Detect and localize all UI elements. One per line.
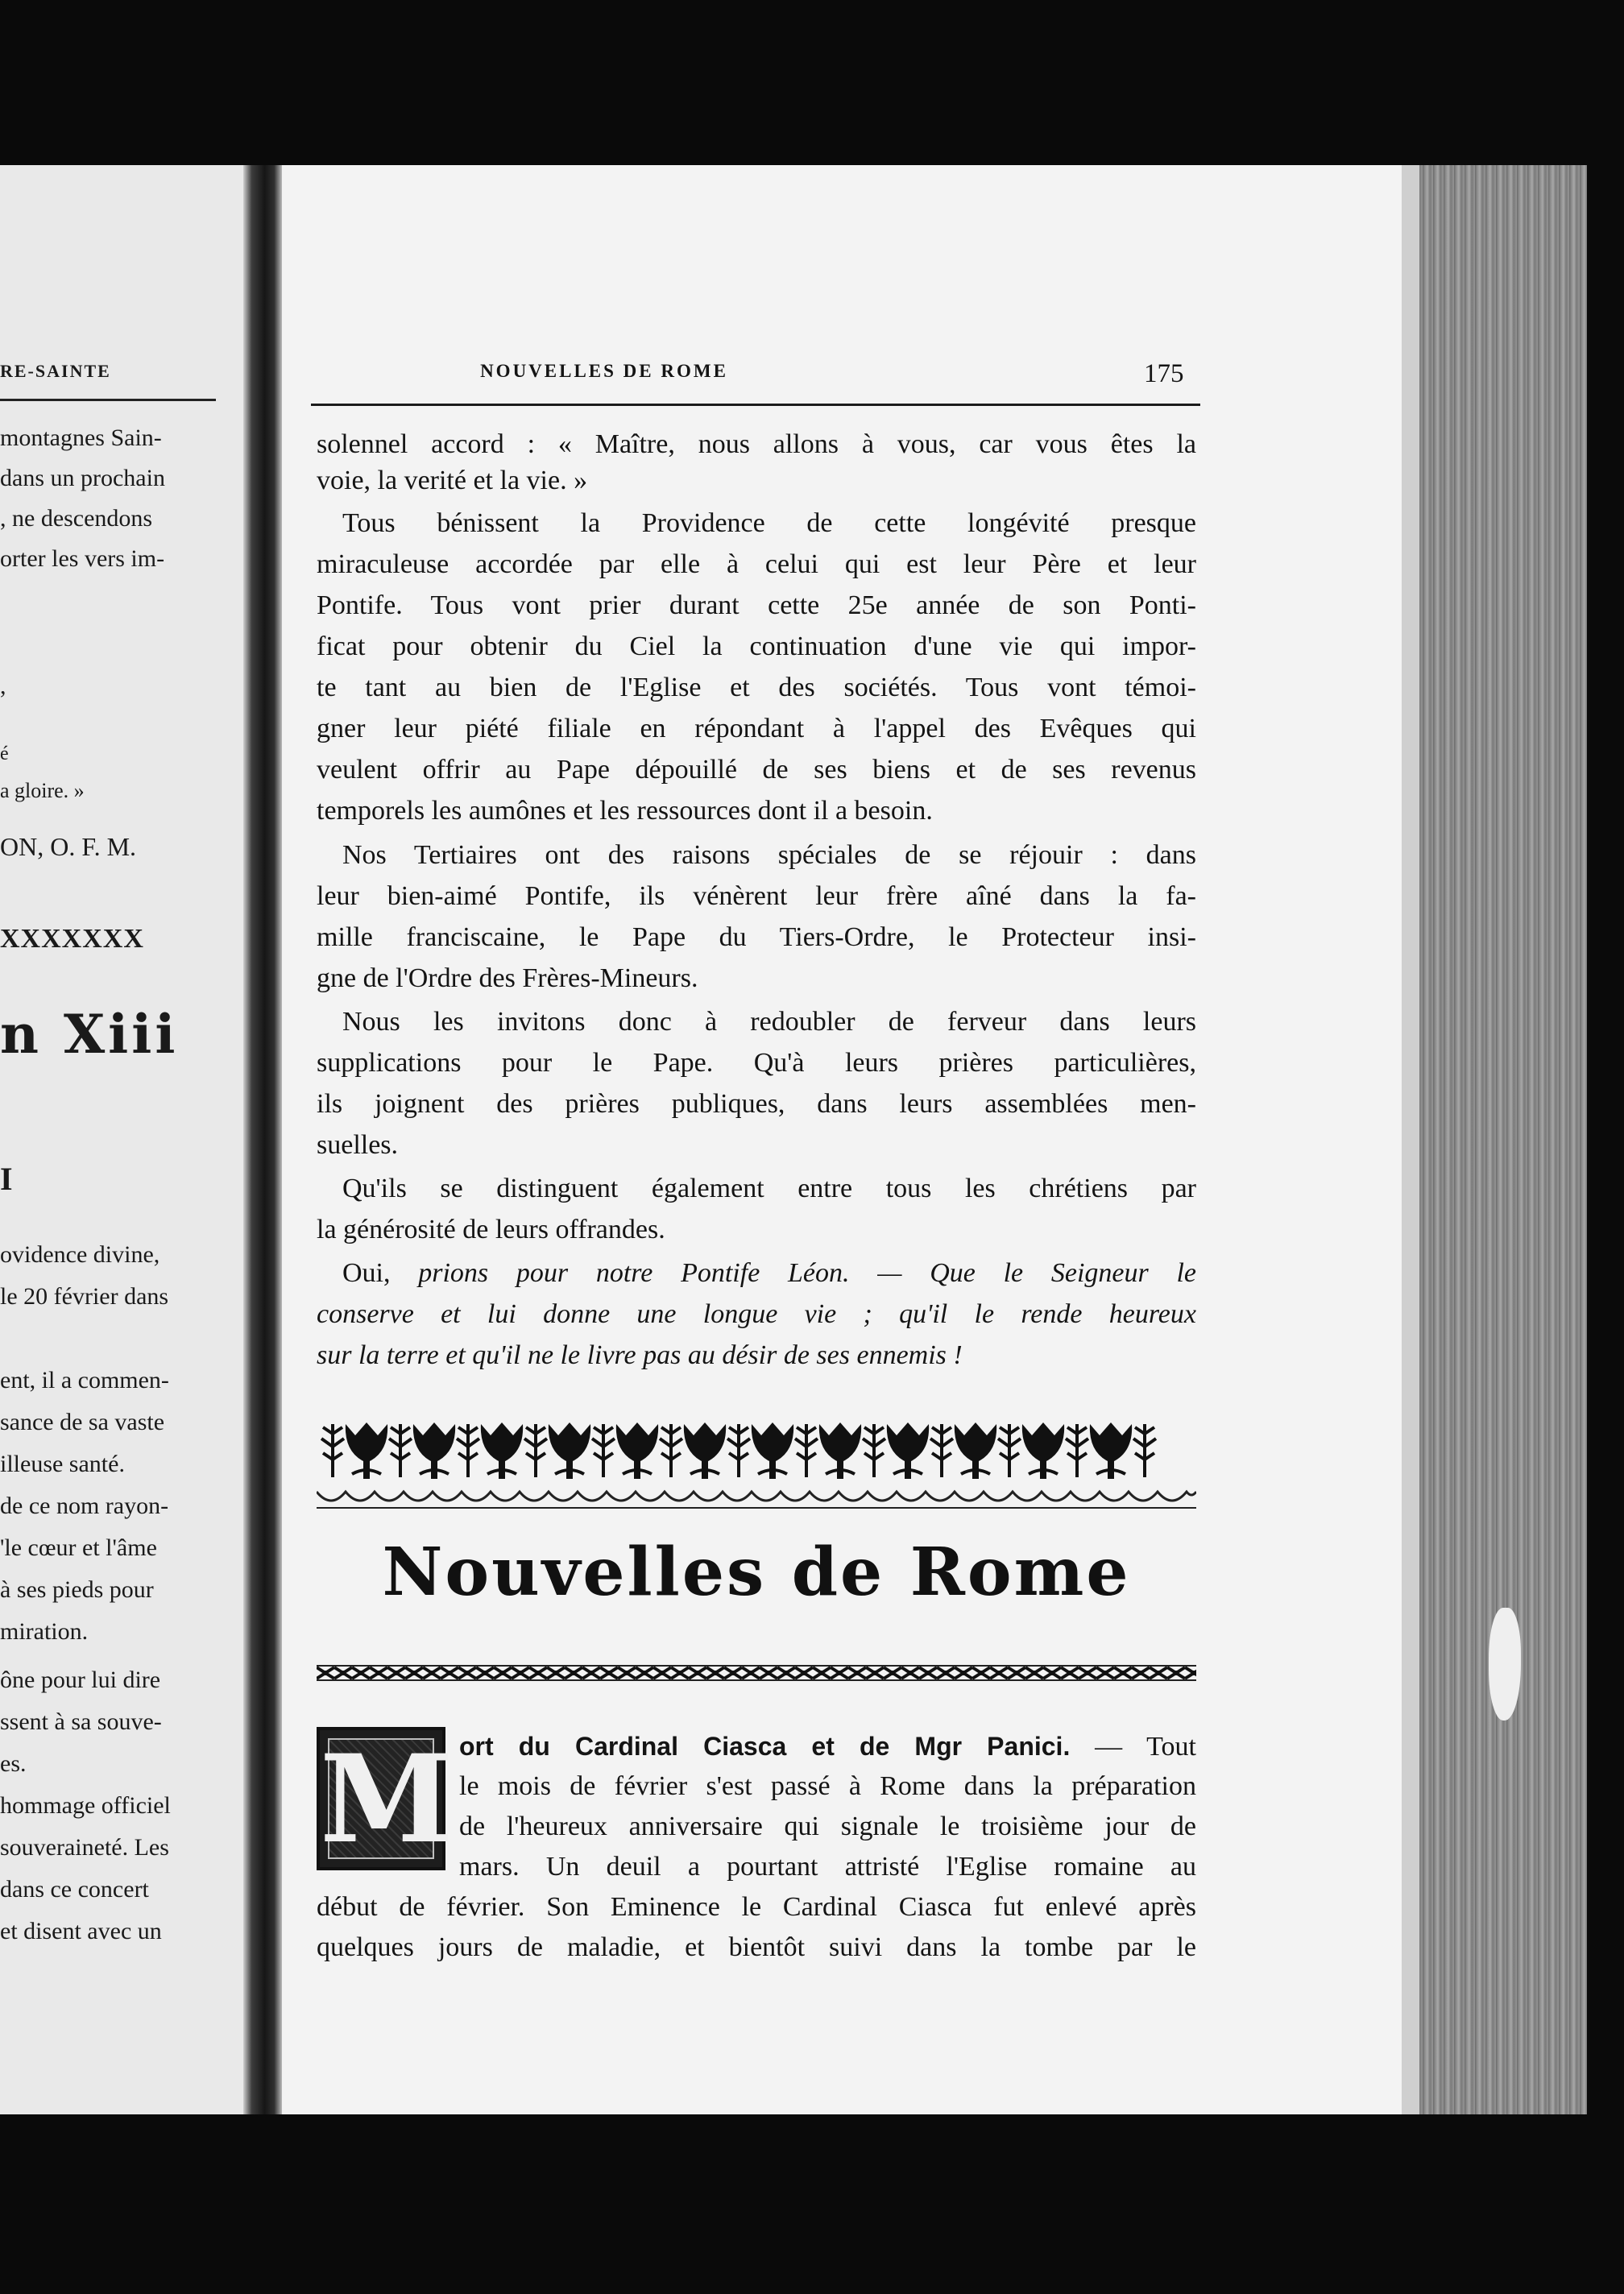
text-line: Pontife. Tous vont prier durant cette 25e année de son Ponti- bbox=[317, 590, 1196, 620]
text-line: mille franciscaine, le Pape du Tiers-Ordre, le Protecteur insi- bbox=[317, 922, 1196, 952]
previous-page-line: é bbox=[0, 743, 9, 764]
wave-ornament-border bbox=[317, 1485, 1196, 1514]
previous-page-line: ssent à sa souve- bbox=[0, 1708, 162, 1735]
article-line: mars. Un deuil a pourtant attristé l'Eglise romaine au bbox=[459, 1852, 1196, 1882]
tulip-icon bbox=[819, 1422, 861, 1479]
tulip-icon bbox=[752, 1422, 793, 1479]
previous-page-line: a gloire. » bbox=[0, 779, 85, 802]
previous-page-line: ovidence divine, bbox=[0, 1241, 160, 1268]
book-gutter bbox=[243, 165, 282, 2114]
previous-page-line: miration. bbox=[0, 1618, 89, 1645]
tulip-icon bbox=[684, 1422, 726, 1479]
closing-italic: prions pour notre Pontife Léon. — Que le Seigneur le bbox=[418, 1258, 1196, 1288]
sprig-icon bbox=[389, 1424, 412, 1477]
text-line: ficat pour obtenir du Ciel la continuation d'une vie qui impor- bbox=[317, 631, 1196, 661]
sprig-icon bbox=[1066, 1424, 1088, 1477]
previous-page-line: es. bbox=[0, 1750, 27, 1777]
tulip-icon bbox=[1090, 1422, 1132, 1479]
text-line: gner leur piété filiale en répondant à l'appel des Evêques qui bbox=[317, 714, 1196, 743]
tulip-icon bbox=[1022, 1422, 1064, 1479]
previous-page bbox=[0, 165, 243, 2114]
article-headline-tail: — Tout bbox=[1095, 1732, 1197, 1762]
sprig-icon bbox=[930, 1424, 953, 1477]
text-line: Nous les invitons donc à redoubler de ferveur dans leurs bbox=[342, 1007, 1196, 1037]
article-line bbox=[459, 1730, 1196, 1762]
text-line: Nos Tertiaires ont des raisons spéciales de se réjouir : dans bbox=[342, 840, 1196, 870]
paper-tear bbox=[1489, 1608, 1521, 1720]
drop-cap bbox=[317, 1727, 454, 1870]
previous-page-signature: ON, O. F. M. bbox=[0, 832, 137, 861]
text-line: Tous bénissent la Providence de cette longévité presque bbox=[342, 508, 1196, 538]
previous-page-line: dans un prochain bbox=[0, 465, 165, 491]
previous-page-line: de ce nom rayon- bbox=[0, 1493, 169, 1519]
closing-italic: sur la terre et qu'il ne le livre pas au désir de ses ennemis ! bbox=[317, 1340, 963, 1370]
text-line: te tant au bien de l'Eglise et des sociétés. Tous vont témoi- bbox=[317, 673, 1196, 702]
sprig-icon bbox=[524, 1424, 547, 1477]
previous-page-line: 'le cœur et l'âme bbox=[0, 1534, 157, 1561]
drop-cap-letter: M bbox=[320, 1729, 454, 1870]
book-fore-edge bbox=[1402, 165, 1587, 2114]
tulip-icon bbox=[616, 1422, 658, 1479]
previous-page-line: dans ce concert bbox=[0, 1876, 149, 1903]
previous-page-line: à ses pieds pour bbox=[0, 1576, 154, 1603]
previous-page-header: RE-SAINTE bbox=[0, 361, 111, 381]
article-line: de l'heureux anniversaire qui signale le troisième jour de bbox=[459, 1812, 1196, 1841]
article-line: début de février. Son Eminence le Cardinal Ciasca fut enlevé après bbox=[317, 1892, 1196, 1922]
previous-page-line: ent, il a commen- bbox=[0, 1367, 169, 1393]
previous-page-line: , bbox=[0, 673, 6, 699]
running-head: NOUVELLES DE ROME bbox=[480, 361, 728, 381]
page-number: 175 bbox=[1144, 359, 1184, 388]
text-line: solennel accord : « Maître, nous allons à vous, car vous êtes la bbox=[317, 429, 1196, 459]
page-edge-shadow bbox=[1402, 165, 1419, 2114]
sprig-icon bbox=[660, 1424, 682, 1477]
text-line: supplications pour le Pape. Qu'à leurs prières particulières, bbox=[317, 1048, 1196, 1078]
text-line: la générosité de leurs offrandes. bbox=[317, 1215, 665, 1244]
tulip-icon bbox=[887, 1422, 929, 1479]
tulip-ornament-border bbox=[317, 1418, 1196, 1484]
article-line: le mois de février s'est passé à Rome dans la préparation bbox=[459, 1771, 1196, 1801]
sprig-icon bbox=[863, 1424, 885, 1477]
text-line: veulent offrir au Pape dépouillé de ses biens et de ses revenus bbox=[317, 755, 1196, 785]
text-line: miraculeuse accordée par elle à celui qui est leur Père et leur bbox=[317, 549, 1196, 579]
sprig-icon bbox=[998, 1424, 1021, 1477]
previous-page-heading: n Xiii bbox=[0, 1003, 179, 1066]
tulip-icon bbox=[413, 1422, 455, 1479]
article-line: quelques jours de maladie, et bientôt suivi dans la tombe par le bbox=[317, 1932, 1196, 1962]
section-title: Nouvelles de Rome bbox=[382, 1534, 1131, 1611]
article-headline: ort du Cardinal Ciasca et de Mgr Panici. bbox=[459, 1732, 1071, 1761]
text-line: gne de l'Ordre des Frères-Mineurs. bbox=[317, 963, 698, 993]
previous-page-line: souveraineté. Les bbox=[0, 1834, 169, 1861]
sprig-icon bbox=[592, 1424, 615, 1477]
closing-italic: conserve et lui donne une longue vie ; qu'il le rende heureux bbox=[317, 1299, 1196, 1329]
sprig-icon bbox=[795, 1424, 818, 1477]
tulip-icon bbox=[481, 1422, 523, 1479]
previous-page-line: orter les vers im- bbox=[0, 545, 165, 572]
sprig-icon bbox=[727, 1424, 750, 1477]
previous-page-line: , ne descendons bbox=[0, 505, 153, 532]
previous-page-line: et disent avec un bbox=[0, 1918, 162, 1944]
previous-page-header-rule bbox=[0, 399, 216, 401]
previous-page-line: illeuse santé. bbox=[0, 1451, 125, 1477]
tulip-icon bbox=[955, 1422, 996, 1479]
previous-page-ornament: XXXXXXX bbox=[0, 924, 144, 954]
sprig-icon bbox=[321, 1424, 344, 1477]
text-line: leur bien-aimé Pontife, ils vénèrent leur frère aîné dans la fa- bbox=[317, 881, 1196, 911]
previous-page-line: montagnes Sain- bbox=[0, 424, 162, 451]
tulip-icon bbox=[549, 1422, 590, 1479]
previous-page-line: sance de sa vaste bbox=[0, 1409, 165, 1435]
tulip-icon bbox=[346, 1422, 387, 1479]
previous-page-mark: I bbox=[0, 1161, 13, 1197]
text-line: voie, la verité et la vie. » bbox=[317, 466, 588, 495]
previous-page-line: ône pour lui dire bbox=[0, 1667, 161, 1693]
sprig-icon bbox=[457, 1424, 479, 1477]
text-line: ils joignent des prières publiques, dans leurs assemblées men- bbox=[317, 1089, 1196, 1119]
text-line: Qu'ils se distinguent également entre tous les chrétiens par bbox=[342, 1174, 1196, 1203]
previous-page-line: hommage officiel bbox=[0, 1792, 171, 1819]
closing-line bbox=[317, 1257, 1196, 1290]
knot-ornament-band bbox=[317, 1664, 1196, 1682]
sprig-icon bbox=[1133, 1424, 1156, 1477]
text-line: temporels les aumônes et les ressources dont il a besoin. bbox=[317, 796, 933, 826]
text-line: suelles. bbox=[317, 1130, 399, 1160]
previous-page-line: le 20 février dans bbox=[0, 1283, 169, 1310]
header-rule bbox=[311, 404, 1200, 406]
closing-lead: Oui, bbox=[342, 1258, 391, 1288]
